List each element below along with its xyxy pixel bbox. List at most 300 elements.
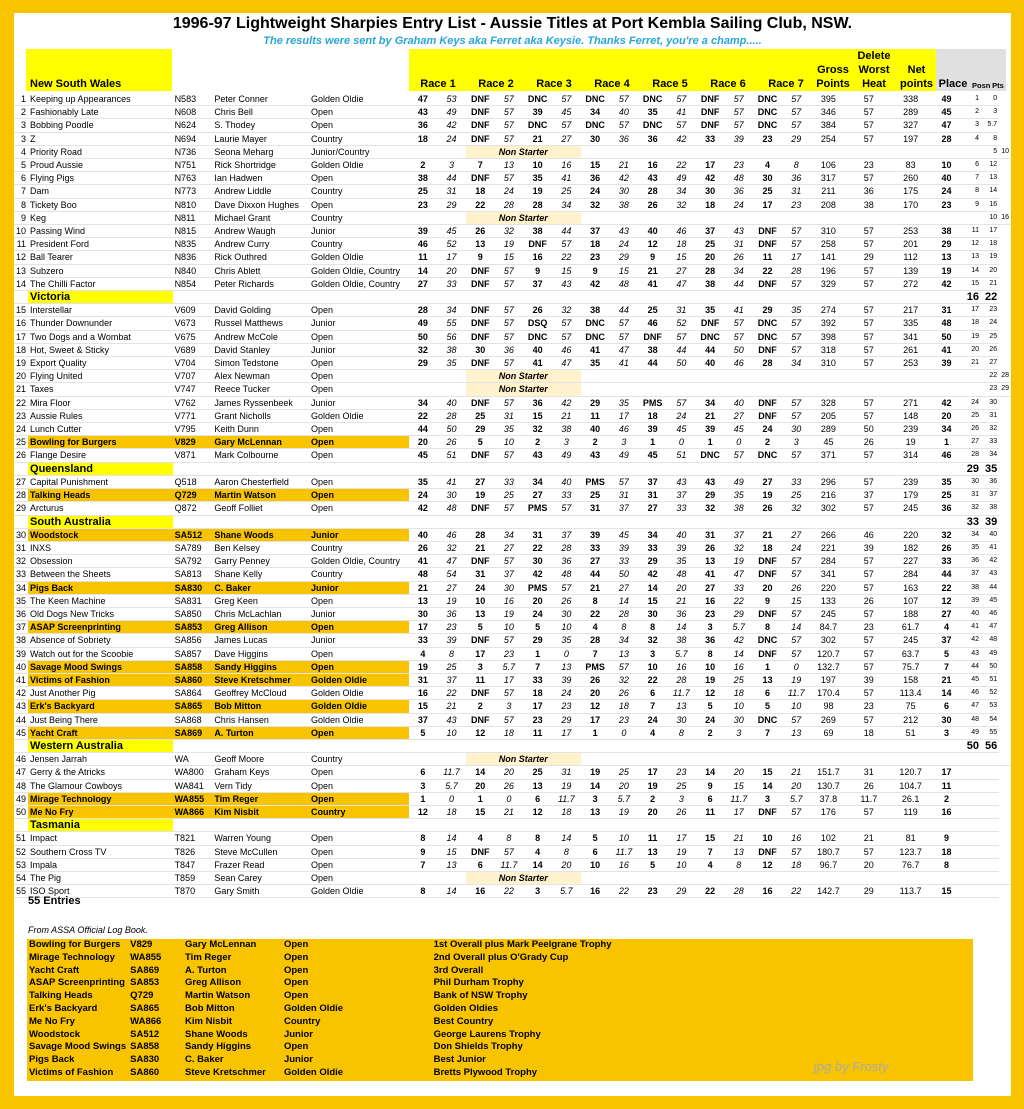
race-5-finish: 1 <box>638 436 667 449</box>
place: 15 <box>930 885 963 898</box>
entry-number: 1 <box>14 93 28 106</box>
race-7-finish: 3 <box>753 792 782 805</box>
trophy-skipper: Kim Nisbit <box>185 1015 233 1027</box>
race-3-finish: DNC <box>523 93 552 106</box>
race-3-points: 47 <box>552 357 581 370</box>
trophy-row <box>27 952 973 965</box>
table-row <box>14 858 1011 871</box>
race-6-finish: 23 <box>696 607 725 620</box>
pts-value: 29 <box>999 383 1011 396</box>
division: Golden Oldie <box>309 251 409 264</box>
race-5-finish: 4 <box>638 726 667 739</box>
race-6-points: 10 <box>724 700 753 713</box>
race-5-points: 50 <box>667 357 696 370</box>
sail-number: SA858 <box>173 660 213 673</box>
posn-value: 33 <box>963 515 981 528</box>
region-row <box>14 819 1011 832</box>
entry-number: 17 <box>16 331 27 342</box>
race-1-points: 11.7 <box>437 766 466 779</box>
race-1-finish: 18 <box>409 132 437 145</box>
division: Open <box>309 423 409 436</box>
race-2-finish: 10 <box>466 594 495 607</box>
race-4-finish: 35 <box>581 357 610 370</box>
trophy-div: Open <box>283 990 309 1002</box>
deleted-worst-heat: 57 <box>846 93 891 106</box>
race-7-finish: 23 <box>753 132 782 145</box>
race-5-points: 39 <box>667 541 696 554</box>
skipper-name: C. Baker <box>212 581 309 594</box>
race-2-points: 26 <box>495 779 524 792</box>
gross-points: 208 <box>811 198 847 211</box>
race-1-points: 35 <box>437 357 466 370</box>
sail-number: N811 <box>173 211 213 224</box>
race-2-finish: 15 <box>466 805 495 818</box>
net-points: 51 <box>891 726 930 739</box>
region-name: Victoria <box>28 291 173 304</box>
race-3-finish: 8 <box>523 832 552 845</box>
pts-value: 41 <box>981 541 999 554</box>
skipper-name: Greg Allison <box>212 621 309 634</box>
posn-value: 2 <box>963 106 981 119</box>
trophy-boat: Bowling for Burgers <box>29 939 121 950</box>
race-6-finish: 11 <box>696 805 725 818</box>
race-1-points: 45 <box>437 225 466 238</box>
table-row <box>14 502 1011 515</box>
race-1-finish: 37 <box>409 713 437 726</box>
race-5-points: 11.7 <box>667 687 696 700</box>
race-2-finish: DNF <box>466 264 495 277</box>
race-7-points: 8 <box>782 159 811 172</box>
race-6-points: 29 <box>724 607 753 620</box>
race-7-finish: 17 <box>753 198 782 211</box>
division: Golden Oldie <box>309 159 409 172</box>
gross-points: 221 <box>811 541 847 554</box>
entry-number: 18 <box>16 344 27 355</box>
race-4-points: 3 <box>610 436 639 449</box>
table-row <box>14 832 1011 845</box>
race-7-finish: 4 <box>753 159 782 172</box>
race-3-points: 57 <box>552 93 581 106</box>
race-1-finish: 47 <box>409 93 437 106</box>
race-3-finish: 31 <box>523 528 552 541</box>
pts-value: 24 <box>981 317 999 330</box>
division: Open <box>309 858 409 871</box>
net-points: 158 <box>891 673 930 686</box>
race-5-finish: 8 <box>638 621 667 634</box>
race-7-points: 19 <box>782 673 811 686</box>
skipper-name: Graham Keys <box>212 766 309 779</box>
race-4-finish: PMS <box>581 475 610 488</box>
boat-name: Old Dogs New Tricks <box>28 607 173 620</box>
deleted-worst-heat: 29 <box>846 251 891 264</box>
race-1-finish: 45 <box>409 449 437 462</box>
sail-number: SA830 <box>173 581 213 594</box>
division: Junior/Country <box>309 145 409 158</box>
net-points: 63.7 <box>891 647 930 660</box>
race-7-finish: DNF <box>753 225 782 238</box>
posn-value: 15 <box>963 277 981 290</box>
race-6-points: 33 <box>724 581 753 594</box>
net-points: 201 <box>891 238 930 251</box>
deleted-worst-heat: 57 <box>846 660 891 673</box>
boat-name: Interstellar <box>28 304 173 317</box>
race-7-points: 57 <box>782 634 811 647</box>
race-1-finish: 21 <box>409 581 437 594</box>
trophy-div: Open <box>283 939 309 950</box>
place: 27 <box>930 607 963 620</box>
race-2-finish: 24 <box>466 581 495 594</box>
race-3-points: 18 <box>552 805 581 818</box>
race-3-points: 37 <box>552 528 581 541</box>
race-3-finish: 2 <box>523 436 552 449</box>
race-2-points: 8 <box>495 832 524 845</box>
place: 17 <box>930 766 963 779</box>
race-3-points: 57 <box>552 317 581 330</box>
race-5-points: 5.7 <box>667 647 696 660</box>
boat-name: Ball Tearer <box>28 251 173 264</box>
trophy-skipper: A. Turton <box>185 964 227 976</box>
race-7-points: 57 <box>782 396 811 409</box>
boat-name: Dam <box>28 185 173 198</box>
header-race-3: Race 3 <box>536 78 572 90</box>
race-2-finish: 9 <box>466 251 495 264</box>
race-6-points: 8 <box>724 858 753 871</box>
race-2-finish: 4 <box>466 832 495 845</box>
skipper-name: Andrew Curry <box>212 238 309 251</box>
net-points: 217 <box>891 304 930 317</box>
sail-number: SA850 <box>173 607 213 620</box>
race-7-points: 18 <box>782 858 811 871</box>
net-points: 104.7 <box>891 779 930 792</box>
division: Golden Oldie <box>309 409 409 422</box>
division: Open <box>309 489 409 502</box>
boat-name: Jensen Jarrah <box>28 753 173 766</box>
posn-value <box>963 779 981 792</box>
division: Open <box>309 832 409 845</box>
race-7-finish: DNF <box>753 555 782 568</box>
race-3-points: 17 <box>552 726 581 739</box>
region-name: Western Australia <box>28 739 173 752</box>
race-6-finish: 27 <box>696 581 725 594</box>
race-7-finish: 5 <box>753 700 782 713</box>
race-4-finish: DNC <box>581 119 610 132</box>
cell-empty <box>437 211 466 224</box>
sail-number: V675 <box>173 330 213 343</box>
posn-value <box>963 792 981 805</box>
race-1-finish: 29 <box>409 357 437 370</box>
race-4-finish: 8 <box>581 594 610 607</box>
page-subtitle: The results were sent by Graham Keys aka Ferret aka Keysie. Thanks Ferret, you're a champ..... <box>263 35 762 47</box>
entry-number: 34 <box>16 582 27 593</box>
race-2-points: 57 <box>495 93 524 106</box>
division: Open <box>309 383 409 396</box>
trophy-div: Open <box>283 951 309 963</box>
trophy-skipper: Martin Watson <box>185 990 251 1002</box>
skipper-name: James Lucas <box>212 634 309 647</box>
race-5-finish: 29 <box>638 555 667 568</box>
skipper-name: Vern Tidy <box>212 779 309 792</box>
race-5-points: 25 <box>667 779 696 792</box>
net-points: 239 <box>891 475 930 488</box>
race-7-points: 17 <box>782 251 811 264</box>
pts-value: 40 <box>981 528 999 541</box>
table-row <box>14 436 1011 449</box>
table-row <box>14 238 1011 251</box>
race-6-points: 41 <box>724 304 753 317</box>
sail-number: N773 <box>173 185 213 198</box>
race-5-points: 36 <box>667 607 696 620</box>
race-2-points: 16 <box>495 594 524 607</box>
race-1-finish: 28 <box>409 304 437 317</box>
boat-name: Mira Floor <box>28 396 173 409</box>
race-2-points: 33 <box>495 475 524 488</box>
posn-value: 3 <box>963 119 981 132</box>
race-5-finish: 45 <box>638 449 667 462</box>
sail-number: SA853 <box>173 621 213 634</box>
race-2-points: 21 <box>495 805 524 818</box>
entry-number: 50 <box>16 806 27 817</box>
trophy-div: Country <box>283 1015 321 1027</box>
race-5-points: 27 <box>667 264 696 277</box>
place: 50 <box>930 330 963 343</box>
race-4-finish: 42 <box>581 277 610 290</box>
boat-name: Flying United <box>28 370 173 383</box>
skipper-name: Gary McLennan <box>212 436 309 449</box>
race-7-finish: DNF <box>753 607 782 620</box>
race-1-finish: 15 <box>409 700 437 713</box>
division: Country <box>309 753 409 766</box>
race-3-finish: 14 <box>523 858 552 871</box>
place: 36 <box>930 502 963 515</box>
sail-number: T826 <box>173 845 213 858</box>
race-5-finish: 40 <box>638 225 667 238</box>
table-row <box>14 198 1011 211</box>
division: Junior <box>309 225 409 238</box>
posn-value: 46 <box>963 687 981 700</box>
race-6-points: 23 <box>724 159 753 172</box>
race-5-finish: 19 <box>638 779 667 792</box>
cell-empty <box>14 819 28 832</box>
race-6-finish: DNC <box>696 330 725 343</box>
race-3-finish: DNC <box>523 330 552 343</box>
sail-number: N840 <box>173 264 213 277</box>
race-5-points: 17 <box>667 832 696 845</box>
race-3-finish: 10 <box>523 159 552 172</box>
division: Open <box>309 304 409 317</box>
race-2-finish: 28 <box>466 528 495 541</box>
race-1-points: 15 <box>437 845 466 858</box>
race-4-points: 13 <box>610 647 639 660</box>
race-1-finish: 22 <box>409 409 437 422</box>
race-7-points: 28 <box>782 264 811 277</box>
race-7-points: 21 <box>782 766 811 779</box>
posn-value <box>963 885 981 898</box>
deleted-worst-heat: 57 <box>846 555 891 568</box>
posn-value: 38 <box>963 581 981 594</box>
race-5-points: 47 <box>667 277 696 290</box>
skipper-name: Warren Young <box>212 832 309 845</box>
net-points: 314 <box>891 449 930 462</box>
race-4-finish: 34 <box>581 106 610 119</box>
race-4-finish: PMS <box>581 660 610 673</box>
race-4-finish: 28 <box>581 634 610 647</box>
entry-number: 6 <box>14 172 28 185</box>
race-2-points: 57 <box>495 277 524 290</box>
race-2-finish: 6 <box>466 858 495 871</box>
pts-value: 46 <box>981 607 999 620</box>
entry-number: 20 <box>16 371 27 382</box>
race-5-finish: 42 <box>638 568 667 581</box>
place: 39 <box>930 357 963 370</box>
race-4-points: 30 <box>610 185 639 198</box>
net-points: 26.1 <box>891 792 930 805</box>
cell-filler <box>581 753 981 766</box>
race-4-finish: 37 <box>581 225 610 238</box>
race-4-points: 41 <box>610 357 639 370</box>
skipper-name: Geoffrey McCloud <box>212 687 309 700</box>
race-7-points: 23 <box>782 198 811 211</box>
place: 30 <box>930 713 963 726</box>
place: 23 <box>930 198 963 211</box>
division: Junior <box>309 607 409 620</box>
net-points: 212 <box>891 713 930 726</box>
non-starter-label: Non Starter <box>466 871 581 884</box>
race-6-finish: 39 <box>696 423 725 436</box>
trophy-boat: Erk's Backyard <box>29 1002 98 1014</box>
table-row <box>14 317 1011 330</box>
race-1-finish: 34 <box>409 396 437 409</box>
race-7-points: 20 <box>782 779 811 792</box>
net-points: 83 <box>891 159 930 172</box>
race-1-points: 48 <box>437 502 466 515</box>
race-1-points: 56 <box>437 330 466 343</box>
race-3-finish: 27 <box>523 489 552 502</box>
skipper-name: Rick Shortridge <box>212 159 309 172</box>
gross-points: 302 <box>811 502 847 515</box>
race-6-finish: DNF <box>696 119 725 132</box>
race-5-points: 37 <box>667 489 696 502</box>
race-1-finish: 24 <box>409 489 437 502</box>
race-7-points: 33 <box>782 475 811 488</box>
deleted-worst-heat: 37 <box>846 489 891 502</box>
posn-value <box>963 858 981 871</box>
pts-value: 16 <box>999 211 1011 224</box>
race-1-finish: 39 <box>409 225 437 238</box>
race-1-points: 34 <box>437 304 466 317</box>
race-6-finish: 9 <box>696 779 725 792</box>
net-points: 335 <box>891 317 930 330</box>
race-2-points: 57 <box>495 119 524 132</box>
place: 1 <box>930 436 963 449</box>
race-3-finish: 32 <box>523 423 552 436</box>
race-4-points: 57 <box>610 317 639 330</box>
race-2-points: 32 <box>495 225 524 238</box>
race-5-finish: 35 <box>638 106 667 119</box>
gross-points: 392 <box>811 317 847 330</box>
deleted-worst-heat: 11.7 <box>846 792 891 805</box>
race-2-finish: DNF <box>466 396 495 409</box>
race-7-finish: 24 <box>753 423 782 436</box>
pts-value <box>981 766 999 779</box>
division: Golden Oldie, Country <box>309 555 409 568</box>
place: 6 <box>930 700 963 713</box>
cell-filler <box>173 462 964 475</box>
gross-points: 274 <box>811 304 847 317</box>
race-4-points: 0 <box>610 726 639 739</box>
deleted-worst-heat: 57 <box>846 475 891 488</box>
sail-number: SA789 <box>173 541 213 554</box>
race-6-finish: 19 <box>696 673 725 686</box>
boat-name: Savage Mood Swings <box>28 660 173 673</box>
boat-name: Impact <box>28 832 173 845</box>
division: Open <box>309 198 409 211</box>
cell-empty <box>437 145 466 158</box>
race-7-points: 10 <box>782 700 811 713</box>
race-6-finish: 35 <box>696 304 725 317</box>
race-6-finish: 21 <box>696 409 725 422</box>
sail-number: N583 <box>173 93 213 106</box>
deleted-worst-heat: 46 <box>846 528 891 541</box>
division: Golden Oldie, Country <box>309 264 409 277</box>
race-2-finish: 29 <box>466 423 495 436</box>
race-1-points: 23 <box>437 621 466 634</box>
net-points: 261 <box>891 343 930 356</box>
race-7-finish: 25 <box>753 185 782 198</box>
race-4-points: 26 <box>610 687 639 700</box>
race-5-finish: 9 <box>638 251 667 264</box>
skipper-name: David Stanley <box>212 343 309 356</box>
cell-empty <box>437 871 466 884</box>
table-row <box>14 357 1011 370</box>
race-7-points: 16 <box>782 832 811 845</box>
race-4-finish: 32 <box>581 198 610 211</box>
trophy-sail: WA866 <box>130 1015 162 1027</box>
race-3-points: 8 <box>552 845 581 858</box>
race-2-finish: DNF <box>466 713 495 726</box>
division: Junior <box>309 634 409 647</box>
posn-value: 18 <box>963 317 981 330</box>
race-5-points: 0 <box>667 436 696 449</box>
race-3-points: 35 <box>552 634 581 647</box>
race-2-finish: DNF <box>466 330 495 343</box>
gross-points: 170.4 <box>811 687 847 700</box>
race-2-points: 31 <box>495 409 524 422</box>
posn-value: 43 <box>963 647 981 660</box>
posn-value: 20 <box>963 343 981 356</box>
race-5-points: 22 <box>667 159 696 172</box>
trophy-skipper: Bob Mitton <box>185 1002 235 1014</box>
skipper-name: Geoff Moore <box>212 753 309 766</box>
race-2-finish: DNF <box>466 172 495 185</box>
race-2-finish: 12 <box>466 726 495 739</box>
net-points: 245 <box>891 634 930 647</box>
race-2-points: 57 <box>495 132 524 145</box>
pts-value: 0 <box>981 93 999 106</box>
deleted-worst-heat: 36 <box>846 185 891 198</box>
header-race-4: Race 4 <box>594 78 630 90</box>
skipper-name: Sean Carey <box>212 871 309 884</box>
place: 31 <box>930 304 963 317</box>
table-row <box>14 687 1011 700</box>
race-4-finish: 3 <box>581 792 610 805</box>
gross-points: 310 <box>811 357 847 370</box>
race-7-finish: 18 <box>753 541 782 554</box>
race-5-points: 16 <box>667 660 696 673</box>
race-3-finish: 19 <box>523 185 552 198</box>
place: 46 <box>930 449 963 462</box>
cell-empty <box>409 753 437 766</box>
race-5-points: 31 <box>667 304 696 317</box>
